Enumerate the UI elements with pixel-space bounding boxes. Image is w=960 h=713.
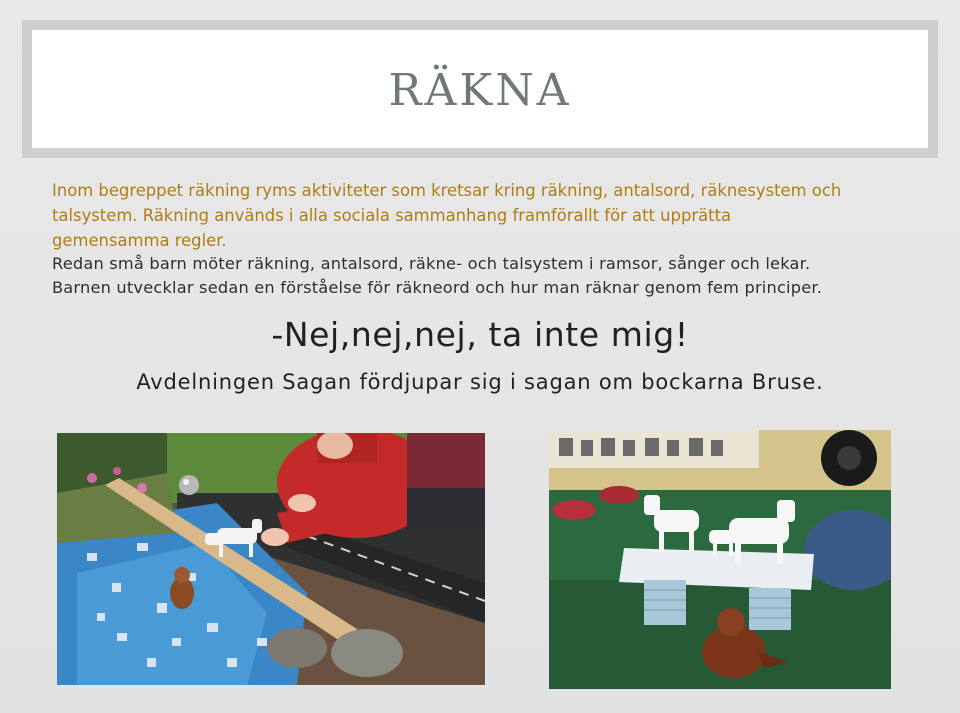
slide-title: RÄKNA	[388, 64, 572, 116]
subline: Avdelningen Sagan fördjupar sig i sagan om bockarna Bruse.	[136, 370, 824, 394]
intro-line: talsystem. Räkning används i alla sociala sammanhang framförallt för att upprätta	[52, 206, 732, 225]
intro-paragraph	[52, 178, 922, 253]
photo-goats-platform	[549, 430, 891, 689]
photo-children-bridge	[57, 433, 485, 685]
body-paragraph	[52, 252, 932, 300]
title-box	[32, 30, 928, 148]
photo-children-bridge-image	[57, 433, 485, 685]
photo-goats-platform-image	[549, 430, 891, 689]
title-frame	[22, 20, 938, 158]
intro-line: Inom begreppet räkning ryms aktiviteter som kretsar kring räkning, antalsord, räknesystem och	[52, 181, 842, 200]
highlight-quote: -Nej,nej,nej, ta inte mig!	[271, 315, 689, 354]
body-line: Barnen utvecklar sedan en förståelse för räkneord och hur man räknar genom fem principer.	[52, 278, 823, 297]
intro-line: gemensamma regler.	[52, 231, 227, 250]
body-line: Redan små barn möter räkning, antalsord, räkne- och talsystem i ramsor, sånger och lekar.	[52, 254, 811, 273]
